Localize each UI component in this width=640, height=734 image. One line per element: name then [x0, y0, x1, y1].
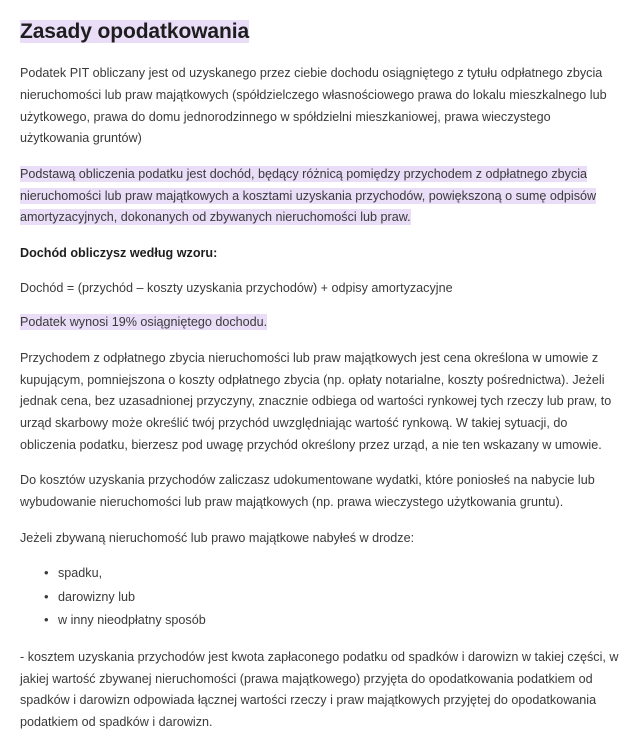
intro-paragraph: Podatek PIT obliczany jest od uzyskanego przez ciebie dochodu osiągniętego z tytułu odpłatnego zbycia nieruchomości lub praw majątkowych (spółdzielczego własnościowego prawa do lokalu mieszkalnego lub użytkowego, prawa do domu jednorodzinnego w spółdzielni mieszkaniowej, prawa wieczystego użytkowania gruntów) — [20, 66, 607, 146]
revenue-paragraph: Przychodem z odpłatnego zbycia nieruchomości lub praw majątkowych jest cena określona w umowie z kupującym, pomniejszona o koszty odpłatnego zbycia (np. opłaty notarialne, koszty pośrednictwa). Jeżeli jednak cena, bez uzasadnionej przyczyny, znacznie odbiega od wartości rynkowej tych rzeczy lub praw, to urząd skarbowy może określić twój przychód uwzględniając wartość rynkową. W takiej sytuacji, do obliczenia podatku, bierzesz pod uwagę przychód określony przez urząd, a nie ten wskazany w umowie. — [20, 350, 612, 452]
list-item: • darowizny lub — [58, 587, 620, 609]
formula-text: Dochód = (przychód – koszty uzyskania przychodów) + odpisy amortyzacyjne — [20, 280, 453, 295]
highlighted-tax-rate-paragraph — [20, 312, 620, 334]
formula-heading: Dochód obliczysz według wzoru: — [20, 245, 218, 260]
acquisition-lead-paragraph: Jeżeli zbywaną nieruchomość lub prawo majątkowe nabyłeś w drodze: — [20, 530, 415, 545]
acquisition-list — [20, 563, 620, 632]
highlighted-basis-paragraph — [20, 164, 620, 229]
highlight-span-tax-rate: Podatek wynosi 19% osiągniętego dochodu. — [20, 315, 268, 330]
list-item: • spadku, — [58, 563, 620, 585]
page-title-container — [20, 18, 620, 46]
page-title: Zasady opodatkowania — [20, 20, 250, 43]
costs-paragraph: Do kosztów uzyskania przychodów zaliczasz udokumentowane wydatki, które poniosłeś na nabycie lub wybudowanie nieruchomości lub praw majątkowych (np. prawa wieczystego użytkowania gruntu). — [20, 473, 595, 509]
list-item: • w inny nieodpłatny sposób — [58, 610, 620, 632]
highlight-span-basis: Podstawą obliczenia podatku jest dochód, będący różnicą pomiędzy przychodem z odpłatnego zbycia nieruchomości lub praw majątkowych a kosztami uzyskania przychodów, powiększoną o sumę odpisów amortyzacyjnych, dokonanych od zbywanych nieruchomości lub praw. — [20, 166, 597, 225]
closing-paragraph: - kosztem uzyskania przychodów jest kwota zapłaconego podatku od spadków i darowizn w takiej części, w jakiej wartość zbywanej nieruchomości (prawa majątkowego) przyjęta do opodatkowania podatkiem od spadków i darowizn odpowiada łącznej wartości rzeczy i praw majątkowych przyjętej do opodatkowania podatkiem od spadków i darowizn. — [20, 650, 619, 730]
